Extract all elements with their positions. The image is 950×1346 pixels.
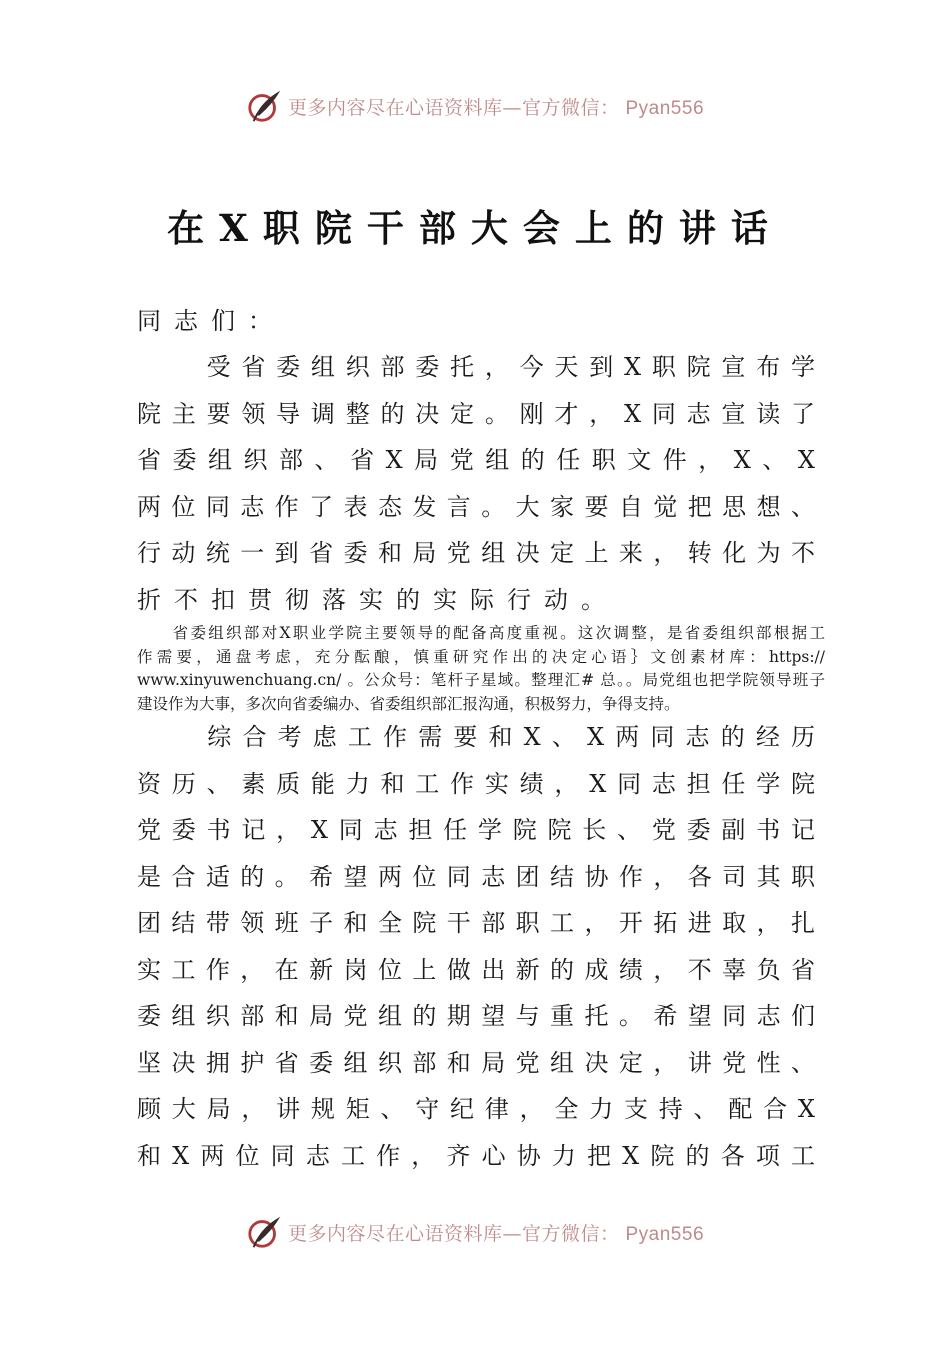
footer-banner: [0, 1210, 950, 1254]
header-banner: [0, 84, 950, 128]
banner-wechat-handle: Pyan556: [625, 1223, 705, 1245]
text-line: 行动统一到省委和局党组决定上来，转化为不: [137, 539, 817, 567]
small-paragraph: [137, 622, 825, 716]
text-line: 是合适的。希望两位同志团结协作，各司其职: [137, 862, 817, 891]
banner-slogan: 更多内容尽在心语资料库—官方微信：: [287, 1222, 620, 1245]
text-line: 综合考虑工作需要和X、X两同志的经历: [137, 723, 817, 751]
small-text-line: www.xinyuwenchuang.cn/ 。公众号：笔杆子星域。整理汇# 总。。局党组也把学院领导班子: [137, 671, 825, 689]
text-line: 两位同志作了表态发言。大家要自觉把思想、: [137, 492, 817, 521]
text-line: 党委书记，X同志担任学院院长、党委副书记: [137, 816, 817, 844]
text-line: 和X两位同志工作，齐心协力把X院的各项工: [137, 1141, 817, 1170]
text-line: 实工作，在新岗位上做出新的成绩，不辜负省: [137, 955, 817, 984]
small-text-line: 作需要，通盘考虑，充分酝酿，慎重研究作出的决定心语｝文创素材库：https://: [137, 647, 825, 666]
banner-text: [288, 1219, 704, 1246]
banner-wechat-handle: Pyan556: [625, 97, 705, 119]
text-line: 委组织部和局党组的期望与重托。希望同志们: [137, 1002, 817, 1030]
text-line: 折不扣贯彻落实的实际行动。: [137, 585, 618, 614]
small-text-line: 建设作为大事，多次向省委编办、省委组织部汇报沟通，积极努力，争得支持。: [137, 694, 680, 713]
banner-slogan: 更多内容尽在心语资料库—官方微信：: [287, 96, 620, 119]
document-title: 在X职院干部大会上的讲话: [167, 206, 783, 250]
quill-logo-icon: [246, 1213, 284, 1251]
salutation: 同志们：: [137, 307, 285, 335]
paragraph-1: [137, 344, 817, 623]
banner-text: [288, 93, 704, 120]
text-line: 省委组织部、省X局党组的任职文件，X、X: [137, 446, 817, 474]
text-line: 坚决拥护省委组织部和局党组决定，讲党性、: [137, 1048, 817, 1077]
text-line: 受省委组织部委托，今天到X职院宣布学: [137, 353, 817, 381]
text-line: 资历、素质能力和工作实绩，X同志担任学院: [137, 769, 817, 798]
paragraph-2: [137, 714, 817, 1179]
text-line: 团结带领班子和全院干部职工，开拓进取，扎: [137, 909, 817, 937]
small-text-line: 省委组织部对X职业学院主要领导的配备高度重视。这次调整，是省委组织部根据工: [137, 624, 825, 642]
quill-logo-icon: [246, 87, 284, 125]
text-line: 院主要领导调整的决定。刚才，X同志宣读了: [137, 399, 817, 428]
text-line: 顾大局，讲规矩、守纪律，全力支持、配合X: [137, 1095, 817, 1123]
